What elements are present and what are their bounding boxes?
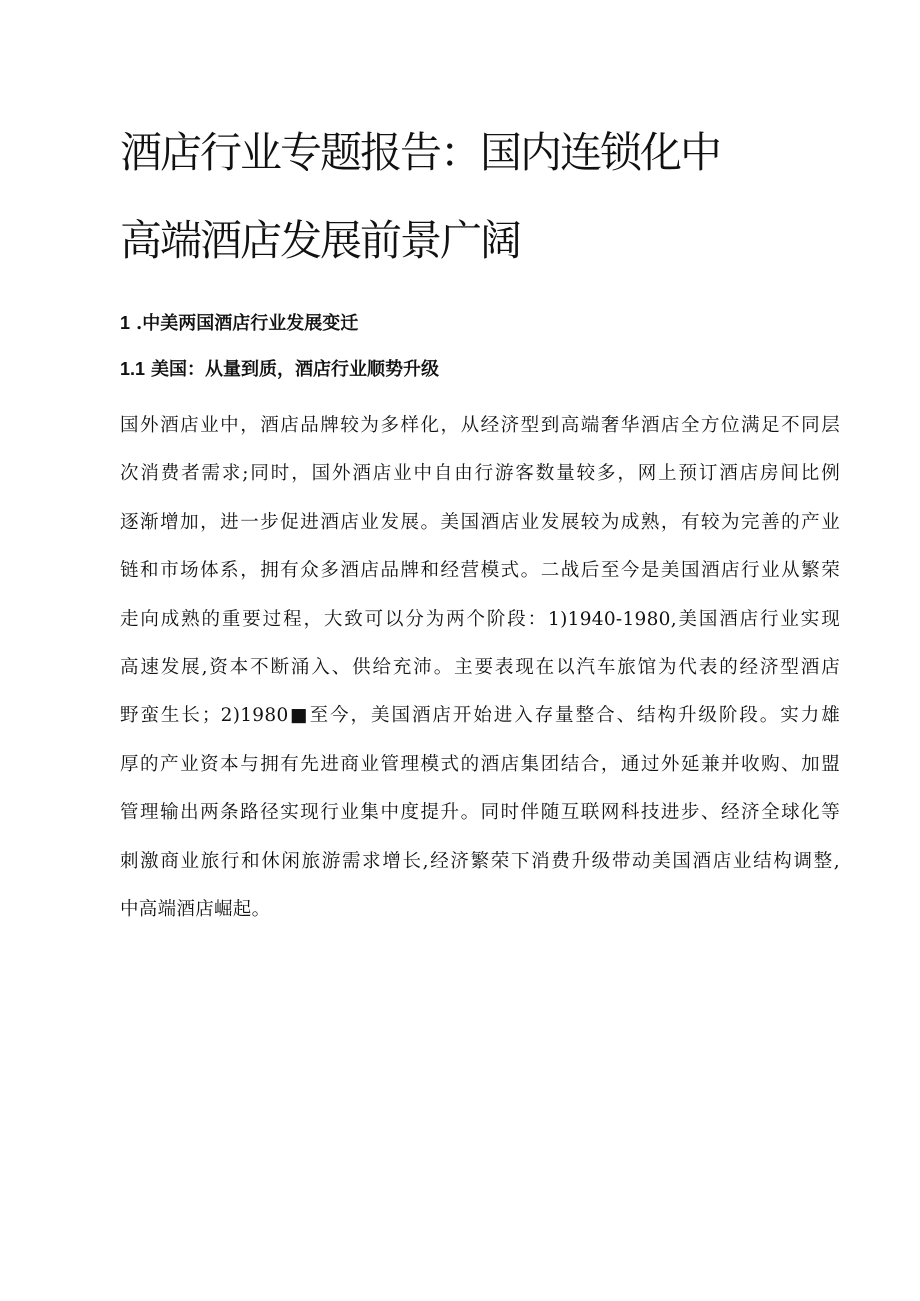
section-heading-1 — [120, 314, 358, 333]
section-title-1-1: 美国：从量到质，酒店行业顺势升级 — [151, 359, 440, 380]
report-title-line-1: 酒店行业专题报告：国内连锁化中 — [120, 128, 721, 177]
paragraph-line: 次消费者需求;同时，国外酒店业中自由行游客数量较多，网上预订酒店房间比例 — [120, 463, 840, 485]
paragraph-line: 高速发展,资本不断涌入、供给充沛。主要表现在以汽车旅馆为代表的经济型酒店 — [120, 657, 840, 679]
paragraph-line: 野蛮生长；2)1980■至今，美国酒店开始进入存量整合、结构升级阶段。实力雄 — [120, 705, 840, 727]
paragraph-line: 国外酒店业中，酒店品牌较为多样化，从经济型到高端奢华酒店全方位满足不同层 — [120, 415, 840, 436]
paragraph-line: 厚的产业资本与拥有先进商业管理模式的酒店集团结合，通过外延兼并收购、加盟 — [120, 753, 840, 775]
paragraph-line: 管理输出两条路径实现行业集中度提升。同时伴随互联网科技进步、经济全球化等 — [120, 802, 840, 824]
section-heading-1-1 — [120, 360, 439, 379]
paragraph-line: 走向成熟的重要过程，大致可以分为两个阶段：1)1940-1980,美国酒店行业实现 — [120, 608, 840, 630]
paragraph-line: 中高端酒店崛起。 — [120, 899, 271, 921]
body-paragraph — [120, 402, 840, 934]
paragraph-line: 逐渐增加，进一步促进酒店业发展。美国酒店业发展较为成熟，有较为完善的产业 — [120, 511, 840, 533]
section-number-1: 1 — [120, 313, 131, 333]
paragraph-line: 链和市场体系，拥有众多酒店品牌和经营模式。二战后至今是美国酒店行业从繁荣 — [120, 560, 840, 582]
report-title-line-2: 高端酒店发展前景广阔 — [120, 216, 521, 265]
section-number-1-1: 1.1 — [120, 359, 146, 379]
paragraph-line: 刺激商业旅行和休闲旅游需求增长,经济繁荣下消费升级带动美国酒店业结构调整, — [120, 850, 840, 872]
section-title-1: .中美两国酒店行业发展变迁 — [136, 313, 359, 334]
